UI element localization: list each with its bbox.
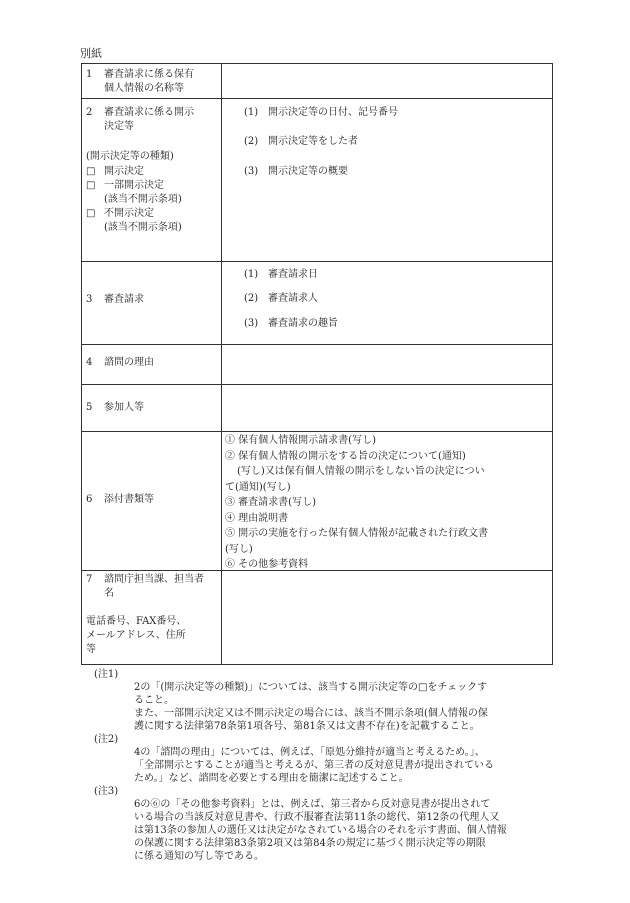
row-3-label-cell: [86, 293, 218, 307]
request-item: (3) 審査請求の趣旨: [244, 318, 338, 329]
note-text: 2の「(開示決定等の種類)」については、該当する開示決定等の□をチェックす ること。: [134, 682, 488, 706]
decision-item: (3) 開示決定等の概要: [244, 166, 348, 177]
note-tag: (注1): [94, 669, 119, 680]
row-7-label-cell: [86, 573, 220, 657]
row-number: 4: [86, 357, 93, 368]
attachment-item-continued: (写し): [225, 543, 253, 555]
row-4-input-field[interactable]: [222, 345, 552, 384]
row-number: 5: [86, 402, 93, 413]
note-1-extra: また、一部開示決定又は不開示決定の場合には、該当不開示条項(個人情報の保 護に関する法律第78条第1項各号、第81条又は文書不存在)を記載すること。: [134, 708, 488, 732]
attachment-item: ② 保有個人情報の開示をする旨の決定について(通知): [225, 450, 466, 462]
decision-item: (2) 開示決定等をした者: [244, 136, 358, 147]
table-border-bottom: [81, 664, 553, 665]
decision-kind-label: 不開示決定: [104, 208, 154, 219]
row-2-input-field[interactable]: [222, 99, 552, 261]
row-label: 審査請求に係る保有 個人情報の名称等: [104, 69, 194, 94]
row-number: 7: [86, 574, 93, 585]
attachment-item: ① 保有個人情報開示請求書(写し): [225, 435, 376, 446]
attachment-item: ④ 理由説明書: [225, 512, 289, 524]
note-3: [94, 785, 564, 863]
checkbox-partial-disclosure[interactable]: □: [86, 180, 96, 191]
row-number: 1: [86, 69, 93, 80]
row-divider: [81, 431, 553, 432]
contact-info-label: 電話番号、FAX番号、 メールアドレス、住所 等: [86, 616, 187, 655]
note-2: [94, 733, 564, 785]
checkbox-nondisclosure[interactable]: □: [86, 208, 96, 219]
attachment-item-continued: (写し)又は保有個人情報の開示をしない旨の決定につい: [237, 466, 485, 477]
notes-section: [94, 668, 564, 863]
note-tag: (注2): [94, 734, 119, 745]
note-tag: (注3): [94, 786, 119, 797]
row-label: 参加人等: [104, 402, 144, 413]
decision-kind-sub: (該当不開示条項): [104, 222, 182, 233]
row-5-input-field[interactable]: [222, 385, 552, 431]
row-label: 諮問の理由: [104, 357, 154, 368]
table-border-right: [552, 63, 553, 665]
attachment-item: ⑤ 開示の実施を行った保有個人情報が記載された行政文書: [225, 528, 489, 539]
attachment-list: [225, 433, 551, 573]
decision-item: (1) 開示決定等の日付、記号番号: [244, 107, 398, 118]
row-2-label-cell: [86, 106, 220, 235]
row-label: 審査請求: [104, 294, 144, 305]
row-label: 添付書類等: [104, 494, 154, 505]
row-3-input-field[interactable]: [222, 262, 552, 344]
checkbox-disclosure[interactable]: □: [86, 166, 96, 177]
row-4-label-cell: [86, 356, 218, 370]
decision-kind-disclosure: [86, 165, 220, 179]
note-text: 4の「諮問の理由」については、例えば、「原処分維持が適当と考えるため。」、 「全部開示とすることが適当と考えるが、第三者の反対意見書が提出されている ため。」など、諮問を必要とする理由を簡潔に記述すること。: [134, 747, 494, 784]
row-label: 審査請求に係る開示 決定等: [104, 107, 194, 132]
row-6-label-cell: [86, 493, 218, 507]
attachment-item-continued: て(通知)(写し): [225, 481, 291, 493]
row-7-input-field[interactable]: [222, 571, 552, 664]
row-number: 3: [86, 294, 93, 305]
request-item: (2) 審査請求人: [244, 293, 318, 304]
page-title: 別紙: [80, 47, 102, 60]
table-border-left: [81, 63, 82, 665]
attachment-item: ⑥ その他参考資料: [225, 559, 309, 570]
row-number: 2: [86, 107, 93, 118]
row-5-label-cell: [86, 401, 218, 415]
row-number: 6: [86, 494, 93, 505]
decision-kind-sub: (該当不開示条項): [104, 194, 182, 205]
row-1-input-field[interactable]: [222, 64, 552, 98]
submission-form-table: [81, 63, 553, 665]
decision-kind-label: 一部開示決定: [104, 180, 164, 191]
note-1: [94, 668, 564, 707]
decision-kinds-heading: (開示決定等の種類): [86, 151, 174, 162]
decision-kind-label: 開示決定: [104, 166, 144, 177]
request-item: (1) 審査請求日: [244, 269, 318, 280]
row-1-label-cell: [86, 68, 218, 96]
decision-kind-nondisclosure: [86, 207, 220, 221]
decision-kind-partial: [86, 179, 220, 193]
attachment-item: ③ 審査請求書(写し): [225, 497, 316, 508]
note-text: 6の⑥の「その他参考資料」とは、例えば、第三者から反対意見書が提出されて いる場合の当該反対意見書や、行政不服審査法第11条の総代、第12条の代理人又 は第13条の参加人の選任又は決定がなされている場合のそれを示す書面、個人情報 の保護に関する法律第83条第2項又は第84条の規定に基づく開示決定等の期限 に係る通知の写し等である。: [134, 799, 507, 862]
row-label: 諮問庁担当課、担当者 名: [104, 574, 204, 599]
